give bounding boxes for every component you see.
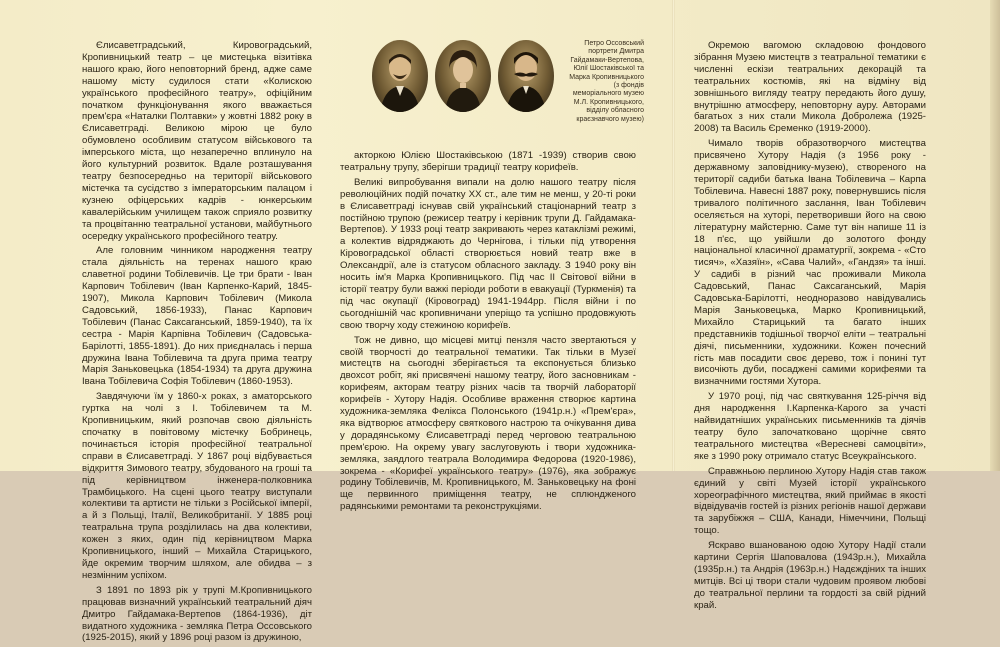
paragraph: Єлисаветградський, Кировоградський, Кропивницький театр – це мистецька візитівка нашого краю, його неповторний бренд, адже саме нашому місту судилося стати «Колискою українського професійного театру», офіційним початком функціонування якого вважається прем'єра «Наталки Полтавки» у жовтні 1882 року в Єлисаветграді. Великою мірою це було обумовлено особливим статусом військового та імперського міста, що незаперечно вплинуло на його культурний розвиток. Вдале розташування театру безпосередньо на території військового містечка та сусідство з імператорським палацом і кузнею офіцерських кадрів - юнкерським кавалерійським училищем також сприяло розвитку та процвітанню театральної установи, майбутнього осередку українського професійного театру.	[82, 40, 312, 242]
paragraph: Чимало творів образотворчого мистецтва присвячено Хутору Надія (з 1956 року - державному заповіднику-музею), створеного на території садиби батька Івана Тобілевича – Карпа Тобілевича. Навесні 1887 року, повернувшись після тривалого політичного заслання, Іван Тобілевич оселяється на хуторі, перетворивши його на свою літературну майстерню. Саме тут він напише 11 із 18 п'єс, що увійшли до золотого фонду національної класичної драматургії, зокрема - «Сто тисяч», «Хазяїн», «Сава Чалий», «Гандзя» та інші. У садибі в різний час проживали Микола Садовський, Панас Саксаганський, Марія Садовська-Барілотті, неодноразово навідувались Марія Заньковецька, Марко Кропивницький, Михайло Старицький та багато інших представників тодішньої творчої еліти – театральні діячі, письменники, художники. Кожен почесний гість мав посадити своє дерево, тож і понині тут височіють дуби, посаджені самими корифеями та визначними гостями Хутора.	[694, 138, 926, 388]
page-fold	[672, 0, 675, 471]
paragraph: Яскраво вшанованою одою Хутору Надії стали картини Сергія Шаповалова (1943р.н.), Михайла (1935р.н.) та Андрія (1963р.н.) Надєждіних та інших митців. Всі ці твори стали чудовим проявом любові до театральної перлини та гордості за свій рідний край.	[694, 540, 926, 611]
page-edge	[990, 0, 1000, 471]
portraits-caption: Петро Оссовський портрети Дмитра Гайдамаки-Вертепова, Юлії Шостаківської та Марка Кропивницького (з фондів меморіального музею М.Л. Кропивницького, відділу обласного краєзнавчого музею)	[569, 40, 644, 123]
paragraph: Тож не дивно, що місцеві митці пензля часто звертаються у своїй творчості до театральної тематики. Так тільки в Музеї мистецтв на сьогодні зберігається та експонується близько двохсот робіт, які присвячені нашому театру, його засновникам - корифеям, акторам театру різних часів та творчій лабораторії корифеїв - Хутору Надія. Особливе враження створює картина художника-земляка Фелікса Полонського (1941р.н.) «Прем'єра», яка відтворює атмосферу святкового настрою та очікування дива у дорадянському Єлисаветграді перед черговою театральною прем'єрою. На окрему увагу заслуговують і твори художника-земляка, заядлого театрала Володимира Федорова (1920-1986), зокрема - «Корифеї українського театру» (1976), яка зображує родину Тобілевичів, М. Кропивницького, М. Заньковецьку на фоні ще первинного приміщення театру, не сплюндженого радянськими ремонтами та реконструкціями.	[340, 334, 636, 513]
portrait-dmytro-haidamaka-vertepov	[372, 40, 428, 112]
portraits-row	[372, 40, 562, 112]
portrait-yuliia-shostakivska	[435, 40, 491, 112]
column-left	[82, 40, 312, 647]
column-middle	[340, 150, 636, 516]
paragraph: У 1970 році, під час святкування 125-річчя від дня народження І.Карпенка-Карого за участі найвидатніших українських письменників та діячів театру було започатковано щорічне свято театрального мистецтва «Вересневі самоцвіти», яке з 1990 року отримало статус Всеукраїнського.	[694, 391, 926, 462]
column-right	[694, 40, 926, 615]
portrait-marko-kropyvnytskyi	[498, 40, 554, 112]
paragraph: Окремою вагомою складовою фондового зібрання Музею мистецтв з театральної тематики є численні ескізи театральних декорацій та театральних костюмів, які на відміну від зовнішнього вигляду театру передають його душу, внутрішню атмосферу, неповторну ауру. Авторами багатьох з них стали Микола Добролежа (1925-2008) та Василь Єременко (1919-2000).	[694, 40, 926, 135]
paragraph: Справжньою перлиною Хутору Надія став також єдиний у світі Музей історії українського хореографічного мистецтва, який приймає в якості відвідувачів гостей із різних регіонів нашої держави та зарубіжжя – США, Канади, Німеччини, Польщі тощо.	[694, 465, 926, 537]
paragraph: Великі випробування випали на долю нашого театру після революційних подій початку ХХ ст., але тим не менш, у 20-ті роки в Єлисаветграді існував свій український стаціонарний театр з постійною трупою (режисер театру і керівник трупи Д. Гайдамака-Вертепов). У 1933 році театр закривають через катаклізмі режимі, а колектив відряджають до Чернігова, і тільки під утворення Кіровоградської області створюється новий театр вже в Олександрії, але із статусом обласного закладу. З 1940 року він носить ім'я Марка Кропивницького. Під час ІІ Світової війни в історії театру були важкі періоди роботи в евакуації (Туркменія) та під час окупації (Кіровоград) 1941-1944рр. Після війни і по сьогоднішній час кропивничани уперіщо та успішно продовжують свою творчу ходу стежиною корифеїв.	[340, 176, 636, 331]
paragraph: Але головним чинником народження театру стала діяльність на теренах нашого краю славетної родини Тобілевичів. Це три брати - Іван Карпович Тобілевич (Іван Карпенко-Карий, 1845-1907), Микола Карпович Тобілевич (Микола Садовський, 1856-1933), Панас Карпович Тобілевич (Панас Саксаганський, 1859-1940), та їх сестра - Марія Карпівна Тобілевич (Садовська-Барілотті, 1855-1891). До них приєдналась і перша дружина Івана Тобілевича та друга прима театру Марія Заньковецька (1854-1934) та друга дружина Івана Тобілевича Софія Тобілевич (1860-1953).	[82, 245, 312, 388]
paragraph: Завдячуючи їм у 1860-х роках, з аматорського гуртка на чолі з І. Тобілевичем та М. Кропивницьким, який розпочав свою діяльність спочатку в повітовому містечку Бобринець, починається історія професійної театральної справи в Єлисаветграді. У 1867 році відбувається відкриття Зимового театру, збудованого на гроші та під керівництвом інженера-полковника Трамбицького. На сцені цього театру виступали колективи та артисти не тільки з Російської імперії, а й з Польщі, Італії, Великобританії. У 1885 році театральна трупа розділилась на два колективи, кожен з яких, один під керівництвом Марка Кропивницького, інший – Михайла Старицького, йде окремим творчим шляхом, але обидва – з незмінним успіхом.	[82, 391, 312, 581]
paragraph: З 1891 по 1893 рік у трупі М.Кропивницького працював визначний український театральний діяч Дмитро Гайдамака-Вертепов (1864-1936), діт видатного художника - земляка Петра Оссовського (1925-2015), який у 1896 році разом із дружиною,	[82, 584, 312, 644]
paragraph: акторкою Юлією Шостаківською (1871 -1939) створив свою театральну трупу, зберігши традиції театру корифеїв.	[340, 150, 636, 173]
